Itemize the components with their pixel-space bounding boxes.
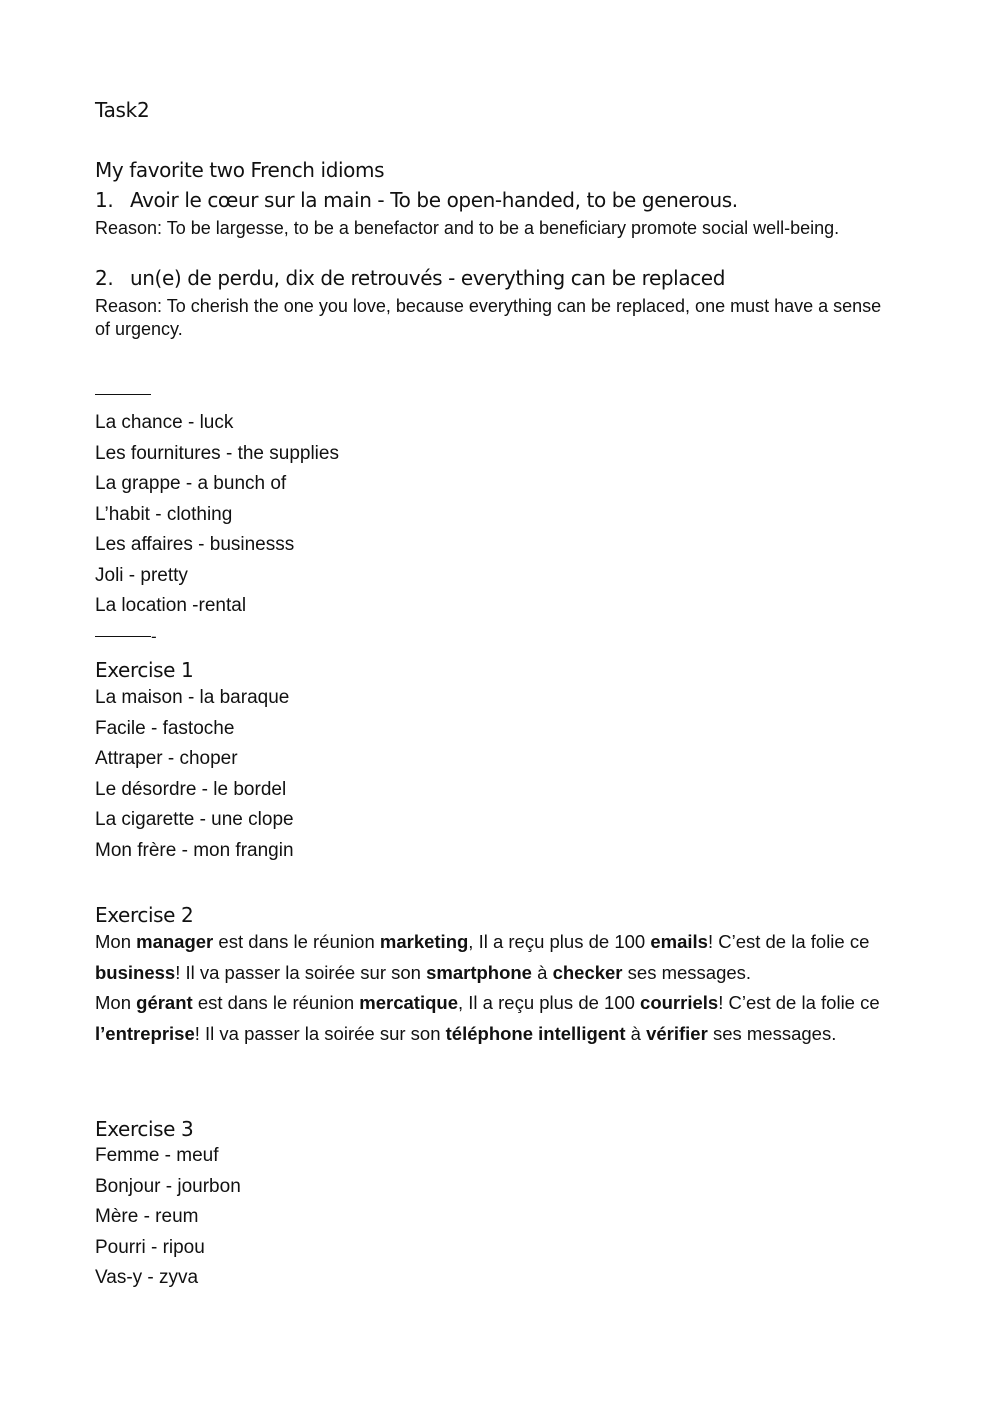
para-text: , Il a reçu plus de 100: [458, 992, 641, 1013]
exercise3-item: Bonjour - jourbon: [95, 1176, 241, 1197]
bold-word: mercatique: [359, 992, 459, 1013]
para-text: ses messages.: [707, 1022, 837, 1044]
vocab-item: La chance - luck: [95, 412, 234, 433]
idiom-reason: Reason: To cherish the one you love, because everything can be replaced, one must have a sense of urgency.: [95, 296, 882, 339]
bold-word: marketing: [379, 931, 469, 952]
bold-word: l’entreprise: [95, 1022, 195, 1044]
para-text: Mon: [95, 992, 137, 1013]
para-text: à: [531, 961, 553, 983]
para-text: à: [625, 1022, 647, 1044]
vocab-item: La location -rental: [95, 595, 247, 616]
idiom-number: 2.: [95, 266, 114, 290]
idiom-number: 1.: [95, 188, 114, 212]
idiom-text: Avoir le cœur sur la main - To be open-handed, to be generous.: [130, 188, 738, 212]
para-text: ! C’est de la folie ce: [718, 992, 880, 1013]
idiom-text: un(e) de perdu, dix de retrouvés - everything can be replaced: [130, 266, 725, 290]
bold-word: téléphone intelligent: [445, 1022, 626, 1044]
para-text: ses messages.: [622, 961, 752, 983]
vocab-item: Les affaires - businesss: [95, 534, 295, 555]
exercise1-heading: Exercise 1: [95, 658, 194, 682]
bold-word: gérant: [136, 992, 193, 1013]
separator-line: [95, 636, 151, 637]
exercise2-translated-paragraph: [95, 988, 895, 1049]
bold-word: business: [95, 961, 176, 983]
bold-word: checker: [552, 961, 623, 983]
para-text: ! Il va passer la soirée sur son: [175, 961, 427, 983]
document-page: [95, 0, 895, 1414]
exercise3-item: Vas-y - zyva: [95, 1267, 199, 1288]
exercise1-item: Mon frère - mon frangin: [95, 840, 294, 861]
exercise1-item: La cigarette - une clope: [95, 809, 294, 830]
para-text: est dans le réunion: [192, 992, 360, 1013]
exercise1-item: Facile - fastoche: [95, 718, 235, 739]
vocab-item: L’habit - clothing: [95, 504, 233, 525]
bold-word: smartphone: [426, 961, 532, 983]
exercise3-item: Mère - reum: [95, 1206, 199, 1227]
exercise2-original-paragraph: [95, 927, 895, 988]
para-text: ! C’est de la folie ce: [707, 931, 870, 952]
bold-word: courriels: [640, 992, 719, 1013]
exercise3-item: Femme - meuf: [95, 1145, 219, 1166]
vocab-item: La grappe - a bunch of: [95, 473, 287, 494]
vocab-item: Joli - pretty: [95, 565, 188, 586]
bold-word: emails: [650, 931, 708, 952]
para-text: est dans le réunion: [213, 931, 380, 952]
idiom-reason: Reason: To be largesse, to be a benefactor and to be a beneficiary promote social well-being.: [95, 218, 840, 238]
exercise2-heading: Exercise 2: [95, 903, 194, 927]
bold-word: manager: [136, 931, 214, 952]
idiom-item: [95, 188, 738, 212]
exercise1-item: La maison - la baraque: [95, 687, 290, 708]
para-text: ! Il va passer la soirée sur son: [194, 1022, 446, 1044]
exercise1-item: Attraper - choper: [95, 748, 238, 769]
exercise3-heading: Exercise 3: [95, 1117, 194, 1141]
idioms-heading: My favorite two French idioms: [95, 158, 385, 182]
exercise1-item: Le désordre - le bordel: [95, 779, 287, 800]
idiom-item: [95, 266, 725, 290]
separator-line: [95, 394, 151, 395]
bold-word: vérifier: [646, 1022, 708, 1044]
para-text: , Il a reçu plus de 100: [468, 931, 651, 952]
vocab-item: Les fournitures - the supplies: [95, 443, 339, 464]
para-text: Mon: [95, 931, 137, 952]
task-title: Task2: [95, 98, 150, 122]
exercise3-item: Pourri - ripou: [95, 1237, 205, 1258]
separator-end: -: [151, 627, 157, 646]
